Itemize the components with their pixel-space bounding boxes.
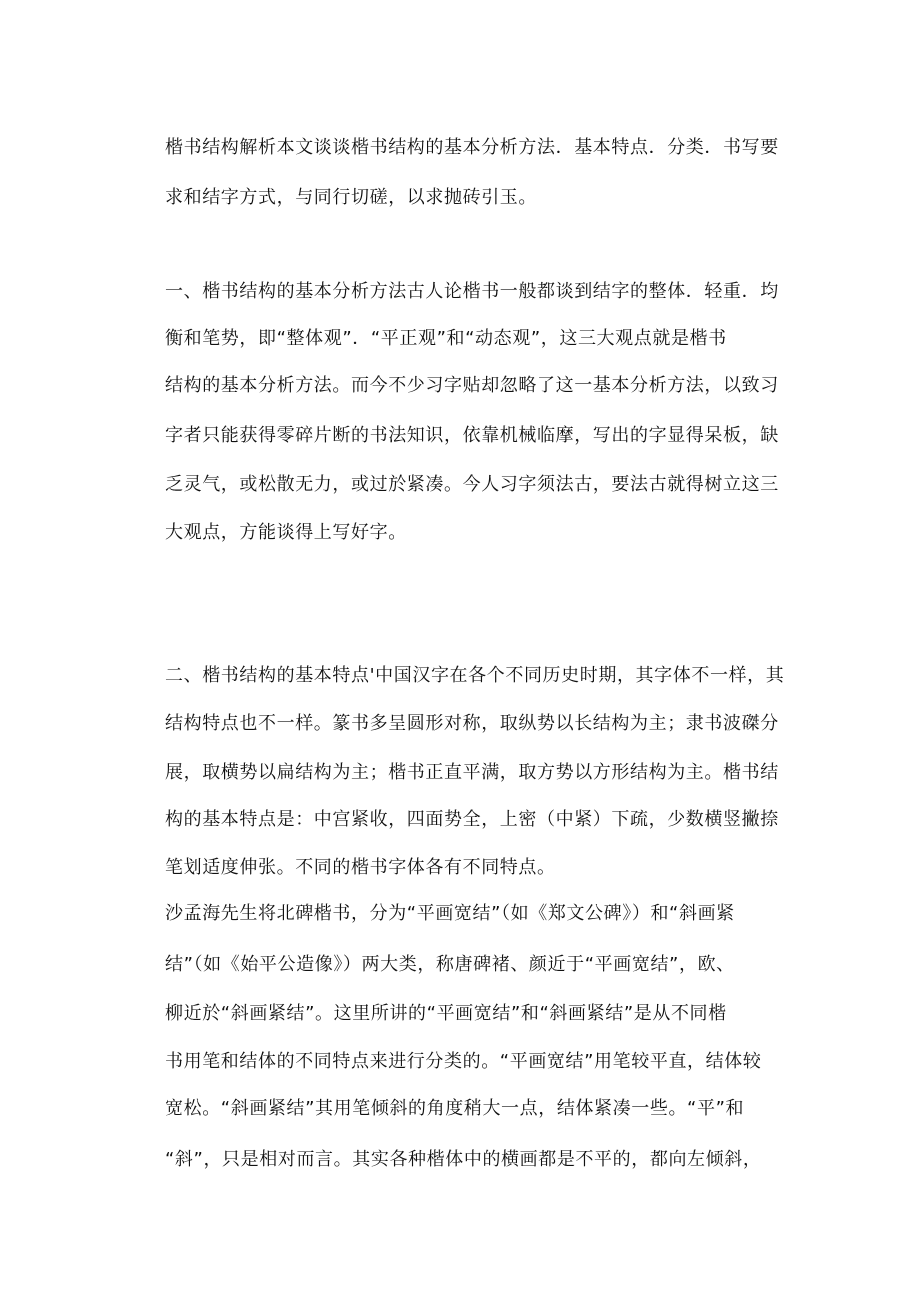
section1-line-6: 大观点，方能谈得上写好字。 — [165, 522, 407, 543]
section3-line-4: 书用笔和结体的不同特点来进行分类的。“平画宽结”用笔较平直，结体较 — [165, 1051, 762, 1072]
section3-line-1: 沙孟海先生将北碑楷书，分为“平画宽结”（如《郑文公碑》）和“斜画紧 — [165, 903, 735, 924]
section1-line-3: 结构的基本分析方法。而今不少习字贴却忽略了这一基本分析方法，以致习 — [165, 375, 779, 396]
intro-line-1: 楷书结构解析本文谈谈楷书结构的基本分析方法．基本特点．分类．书写要 — [165, 137, 779, 158]
section3-line-2: 结”（如《始平公造像》）两大类，称唐碑褚、颜近于“平画宽结”，欧、 — [165, 954, 735, 975]
section1-line-1: 一、楷书结构的基本分析方法古人论楷书一般都谈到结字的整体．轻重．均 — [165, 281, 779, 302]
section1-line-4: 字者只能获得零碎片断的书法知识，依靠机械临摩，写出的字显得呆板，缺 — [165, 425, 779, 446]
section2-line-1: 二、楷书结构的基本特点'中国汉字在各个不同历史时期，其字体不一样，其 — [165, 665, 785, 686]
section3-line-6: “斜”，只是相对而言。其实各种楷体中的横画都是不平的，都向左倾斜， — [165, 1149, 762, 1170]
section3-line-3: 柳近於“斜画紧结”。这里所讲的“平画宽结”和“斜画紧结”是从不同楷 — [165, 1003, 727, 1024]
intro-line-2: 求和结字方式，与同行切磋，以求抛砖引玉。 — [165, 187, 537, 208]
section2-line-5: 笔划适度伸张。不同的楷书字体各有不同特点。 — [165, 857, 556, 878]
section3-line-5: 宽松。“斜画紧结”其用笔倾斜的角度稍大一点，结体紧凑一些。“平”和 — [165, 1098, 745, 1119]
section1-line-5: 乏灵气，或松散无力，或过於紧凑。今人习字须法古，要法古就得树立这三 — [165, 474, 779, 495]
section2-line-2: 结构特点也不一样。篆书多呈圆形对称，取纵势以长结构为主；隶书波磔分 — [165, 713, 779, 734]
section2-line-4: 构的基本特点是：中宫紧收，四面势全，上密（中紧）下疏，少数横竖撇捺 — [165, 809, 779, 830]
section2-line-3: 展，取横势以扁结构为主；楷书正直平满，取方势以方形结构为主。楷书结 — [165, 762, 779, 783]
section1-line-2: 衡和笔势，即“整体观”．“平正观”和“动态观”，这三大观点就是楷书 — [165, 328, 727, 349]
